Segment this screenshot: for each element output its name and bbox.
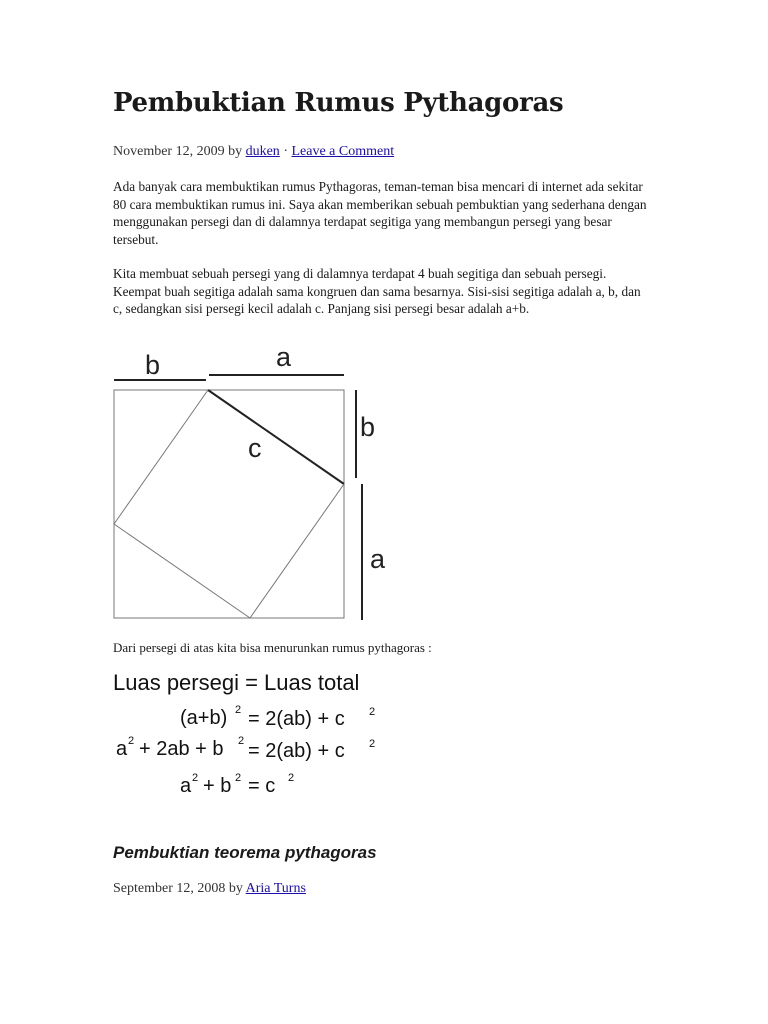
formula-line-3-b-exponent: 2 [238,735,245,747]
inner-square-right-bottom [250,484,344,618]
formula-line-4-right: = c [248,775,276,797]
pythagoras-formula-derivation [110,668,390,803]
intro-paragraph: Ada banyak cara membuktikan rumus Pythagoras, teman-teman bisa mencari di internet ada sekitar 80 cara membuktikan rumus ini. Saya akan memberikan sebuah pembuktian yang sederhana dengan menggunakan persegi dan di dalamnya terdapat segitiga yang membangun persegi yang besar tersebut. [113,179,647,247]
label-a-right: a [370,544,386,574]
formula-line-4-mid: + b [203,775,232,797]
label-b-top: b [145,350,161,380]
side-c-line [208,390,344,484]
formula-line-4-a: a [180,775,192,797]
formula-line-3-a: a [116,738,128,760]
construction-paragraph: Kita membuat sebuah persegi yang di dalamnya terdapat 4 buah segitiga dan sebuah persegi. Keempat buah segitiga adalah sama kongruen dan sama besarnya. Sisi-sisi segitiga adalah a, b, dan c, sedangkan sisi persegi kecil adalah c. Panjang sisi persegi besar adalah a+b. [113,266,641,316]
formula-line-3-a-exponent: 2 [128,735,135,747]
outer-square [114,390,344,618]
next-post-title: Pembuktian teorema pythagoras [113,843,377,862]
formula-line-2-exponent: 2 [235,704,242,716]
next-post-author-link[interactable]: Aria Turns [245,881,306,896]
formula-line-1: Luas persegi = Luas total [113,670,360,695]
formula-line-3-c-exponent: 2 [369,738,376,750]
formula-line-3-right: = 2(ab) + c [248,740,345,762]
inner-square-left-bottom [114,524,250,618]
inner-square-left-top [114,390,208,524]
leave-comment-link[interactable]: Leave a Comment [291,144,395,159]
diagram-caption: Dari persegi di atas kita bisa menurunkan rumus pythagoras : [113,640,432,655]
meta-separator: · [279,144,292,159]
formula-line-2-c-exponent: 2 [369,706,376,718]
post-date: November 12, 2009 by [113,144,246,159]
author-link[interactable]: duken [245,144,280,159]
label-c: c [248,433,262,463]
formula-line-2-left: (a+b) [180,707,228,729]
pythagoras-square-diagram [110,342,400,627]
formula-line-2-right: = 2(ab) + c [248,708,345,730]
next-post-date: September 12, 2008 by [113,881,246,896]
post-title: Pembuktian Rumus Pythagoras [113,88,564,118]
formula-line-3-mid: + 2ab + b [139,738,224,760]
label-a-top: a [276,342,292,372]
label-b-right: b [360,412,376,442]
next-post-meta [113,881,306,897]
post-meta [113,144,394,160]
formula-line-4-a-exponent: 2 [192,772,199,784]
formula-line-4-b-exponent: 2 [235,772,242,784]
formula-line-4-c-exponent: 2 [288,772,295,784]
